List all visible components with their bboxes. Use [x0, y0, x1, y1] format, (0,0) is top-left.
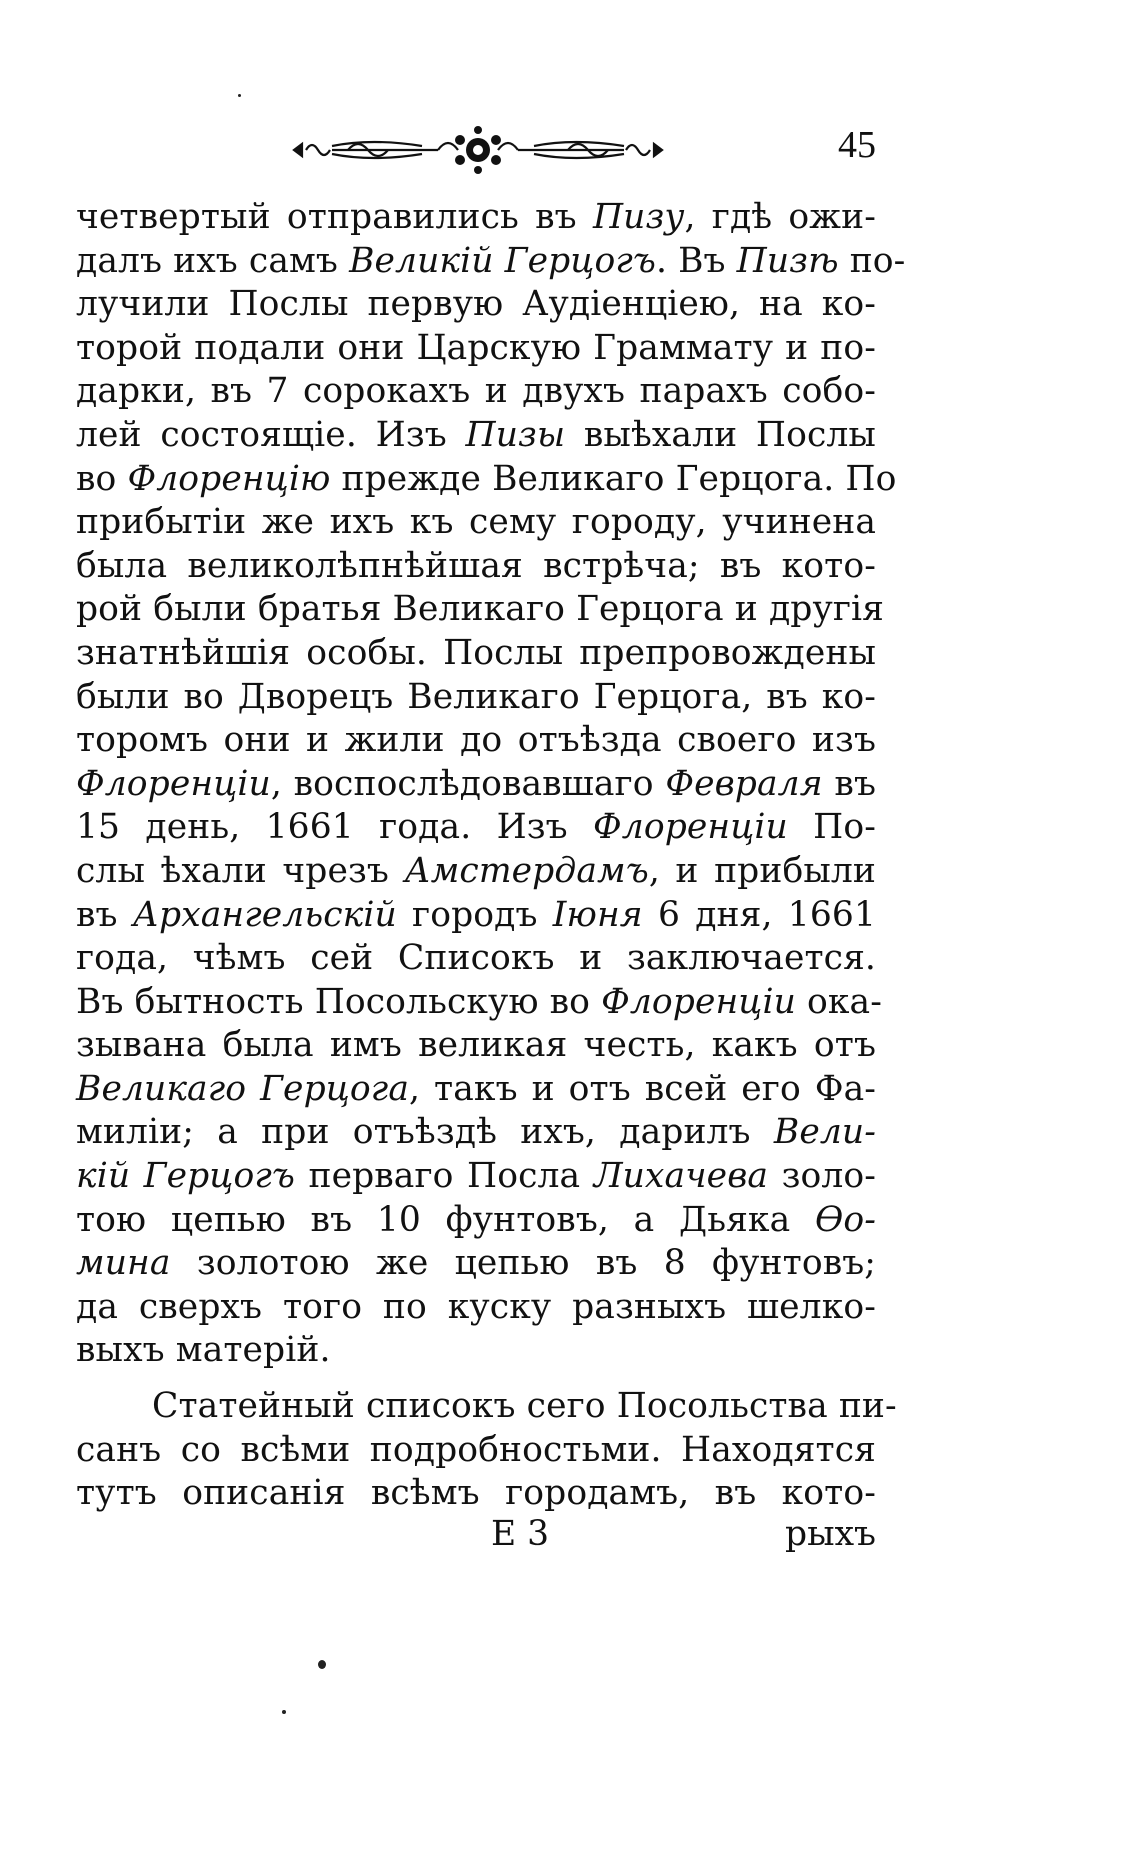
- text-line: [76, 1286, 876, 1330]
- italic-text-run: Іюня: [552, 894, 643, 935]
- paragraph-gap: [76, 1373, 876, 1385]
- ink-speck: [282, 1710, 286, 1714]
- text-line: [76, 719, 876, 763]
- text-run: . Въ: [655, 240, 737, 281]
- text-run: Статейный списокъ сего Посольства пи-: [152, 1386, 897, 1427]
- italic-text-run: Ѳо-: [814, 1199, 876, 1240]
- text-run: ока-: [795, 981, 882, 1022]
- text-run: далъ ихъ самъ: [76, 240, 350, 281]
- text-line: [76, 545, 876, 589]
- text-run: года, чѣмъ сей Списокъ и заключается.: [76, 938, 876, 979]
- italic-text-run: Флоренцію: [127, 458, 331, 499]
- printer-signature-mark: Е 3: [491, 1514, 550, 1554]
- text-line: [76, 1111, 876, 1155]
- italic-text-run: Флоренціи: [593, 807, 788, 848]
- text-run: во: [76, 458, 128, 499]
- italic-text-run: Лихачева: [593, 1156, 769, 1197]
- text-line: [76, 1024, 876, 1068]
- text-line: [76, 501, 876, 545]
- text-run: , воспослѣдовавшаго: [270, 763, 666, 804]
- text-line: [76, 414, 876, 458]
- text-run: торой подали они Царскую Граммату и по-: [76, 327, 876, 368]
- italic-text-run: Флоренціи: [601, 981, 796, 1022]
- page-footer: [76, 1510, 876, 1558]
- text-line: [76, 327, 876, 371]
- text-run: да сверхъ того по куску разныхъ шелко-: [76, 1286, 876, 1327]
- italic-text-run: Пизу: [592, 197, 685, 237]
- italic-text-run: Вели-: [773, 1112, 876, 1153]
- text-run: золо-: [768, 1156, 876, 1197]
- text-run: лучили Послы первую Аудіенціею, на ко-: [76, 284, 876, 325]
- text-run: въ: [76, 894, 133, 935]
- text-line: [76, 1385, 897, 1429]
- text-run: выѣхали Послы: [565, 414, 876, 455]
- italic-text-run: Пизы: [465, 414, 566, 455]
- page-header: [0, 118, 1140, 188]
- text-run: 6 дня, 1661: [642, 894, 876, 935]
- text-line: [76, 937, 876, 981]
- italic-text-run: Великаго Герцога: [76, 1068, 410, 1109]
- text-line: [76, 981, 882, 1025]
- italic-text-run: Флоренціи: [76, 763, 271, 804]
- text-line: [76, 1329, 876, 1373]
- text-line: [76, 1429, 876, 1473]
- text-run: городъ: [396, 894, 553, 935]
- text-run: перваго Посла: [294, 1156, 594, 1197]
- text-line: [76, 588, 885, 632]
- text-run: торомъ они и жили до отъѣзда своего изъ: [76, 720, 876, 761]
- text-run: Въ бытность Посольскую во: [76, 981, 602, 1022]
- page-number: 45: [838, 124, 876, 166]
- text-line: [76, 806, 876, 850]
- text-run: была великолѣпнѣйшая встрѣча; въ кото-: [76, 545, 876, 586]
- text-line: [76, 632, 876, 676]
- text-run: золотою же цепью въ 8 фунтовъ;: [170, 1243, 876, 1284]
- text-line: [76, 196, 876, 240]
- text-run: четвертый отправились въ: [76, 197, 593, 237]
- text-line: [76, 370, 876, 414]
- text-run: , такъ и отъ всей его Фа-: [409, 1068, 876, 1109]
- italic-text-run: Февраля: [665, 763, 823, 804]
- text-run: прежде Великаго Герцога. По: [330, 458, 897, 499]
- text-line: [76, 1155, 876, 1199]
- italic-text-run: Великій Герцогъ: [349, 240, 656, 281]
- text-line: [76, 1068, 876, 1112]
- text-line: [76, 763, 876, 807]
- catchword: рыхъ: [785, 1514, 876, 1554]
- italic-text-run: мина: [76, 1243, 171, 1284]
- text-run: тутъ описанія всѣмъ городамъ, въ кото-: [76, 1473, 876, 1514]
- text-line: [76, 850, 876, 894]
- text-run: по-: [838, 240, 906, 281]
- text-run: знатнѣйшія особы. Послы препровождены: [76, 632, 876, 673]
- text-run: , гдѣ ожи-: [684, 197, 876, 237]
- italic-text-run: Архангельскій: [132, 894, 397, 935]
- text-run: прибытіи же ихъ къ сему городу, учинена: [76, 502, 876, 543]
- text-line: [76, 676, 876, 720]
- text-run: , и прибыли: [648, 850, 877, 891]
- body-text: [76, 196, 906, 1516]
- text-line: [76, 240, 906, 284]
- ink-speck: [318, 1660, 326, 1669]
- text-run: санъ со всѣми подробностьми. Находятся: [76, 1429, 876, 1470]
- text-line: [76, 283, 876, 327]
- ink-speck: [238, 94, 241, 97]
- text-line: [76, 1242, 876, 1286]
- italic-text-run: Пизѣ: [736, 240, 839, 281]
- text-run: тою цепью въ 10 фунтовъ, а Дьяка: [76, 1199, 815, 1240]
- text-run: По-: [787, 807, 877, 848]
- text-run: въ: [822, 763, 877, 804]
- text-run: лей состоящіе. Изъ: [76, 414, 466, 455]
- text-line: [76, 894, 876, 938]
- text-run: выхъ матерій.: [76, 1330, 331, 1371]
- text-run: миліи; а при отъѣздѣ ихъ, дарилъ: [76, 1112, 774, 1153]
- decorative-vine-ornament-icon: [288, 126, 668, 174]
- text-line: [76, 458, 897, 502]
- text-run: были во Дворецъ Великаго Герцога, въ ко-: [76, 676, 876, 717]
- text-run: дарки, въ 7 сорокахъ и двухъ парахъ собо-: [76, 371, 876, 412]
- text-run: зывана была имъ великая честь, какъ отъ: [76, 1025, 876, 1066]
- text-run: рой были братья Великаго Герцога и другія: [76, 589, 885, 630]
- text-line: [76, 1199, 876, 1243]
- text-run: 15 день, 1661 года. Изъ: [76, 807, 594, 848]
- text-run: слы ѣхали чрезъ: [76, 850, 405, 891]
- italic-text-run: Амстердамъ: [404, 850, 649, 891]
- italic-text-run: кій Герцогъ: [76, 1156, 295, 1197]
